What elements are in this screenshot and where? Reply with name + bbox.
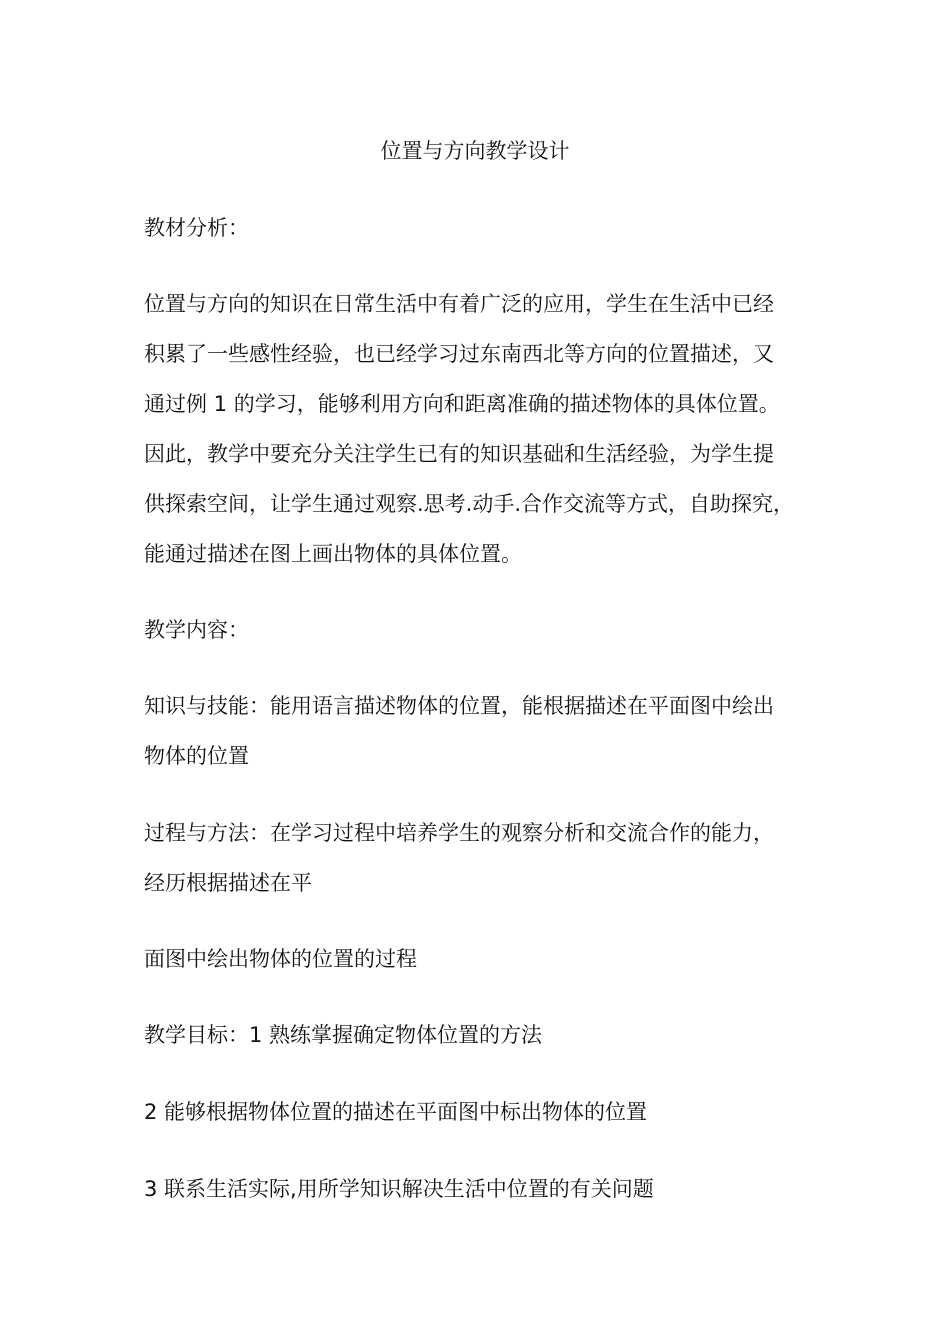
analysis-line: 通过例 1 的学习，能够利用方向和距离准确的描述物体的具体位置。 <box>144 392 780 416</box>
analysis-heading-text: 教材分析： <box>144 216 249 240</box>
process-line: 过程与方法：在学习过程中培养学生的观察分析和交流合作的能力， <box>144 821 774 845</box>
analysis-line: 供探索空间，让学生通过观察.思考.动手.合作交流等方式，自助探究， <box>144 492 795 516</box>
goal-3 <box>144 1164 804 1214</box>
process-continuation <box>144 934 804 984</box>
goal-2 <box>144 1087 804 1137</box>
knowledge-line: 知识与技能：能用语言描述物体的位置，能根据描述在平面图中绘出 <box>144 694 774 718</box>
process-continuation-text: 面图中绘出物体的位置的过程 <box>144 947 417 971</box>
process-paragraph <box>144 808 804 908</box>
goal-3-text: 3 联系生活实际,用所学知识解决生活中位置的有关问题 <box>144 1177 654 1201</box>
content-heading-text: 教学内容： <box>144 618 249 642</box>
analysis-heading <box>144 203 804 253</box>
analysis-line: 积累了一些感性经验，也已经学习过东南西北等方向的位置描述，又 <box>144 342 774 366</box>
analysis-line: 能通过描述在图上画出物体的具体位置。 <box>144 542 522 566</box>
goal-2-text: 2 能够根据物体位置的描述在平面图中标出物体的位置 <box>144 1100 648 1124</box>
knowledge-paragraph <box>144 681 804 781</box>
knowledge-line: 物体的位置 <box>144 744 249 768</box>
analysis-line: 因此，教学中要充分关注学生已有的知识基础和生活经验，为学生提 <box>144 442 774 466</box>
goal-1-text: 教学目标：1 熟练掌握确定物体位置的方法 <box>144 1023 543 1047</box>
analysis-line: 位置与方向的知识在日常生活中有着广泛的应用，学生在生活中已经 <box>144 292 774 316</box>
goal-1 <box>144 1010 804 1060</box>
process-line: 经历根据描述在平 <box>144 871 312 895</box>
content-heading <box>144 605 804 655</box>
analysis-paragraph <box>144 279 804 579</box>
document-title: 位置与方向教学设计 <box>380 139 570 163</box>
